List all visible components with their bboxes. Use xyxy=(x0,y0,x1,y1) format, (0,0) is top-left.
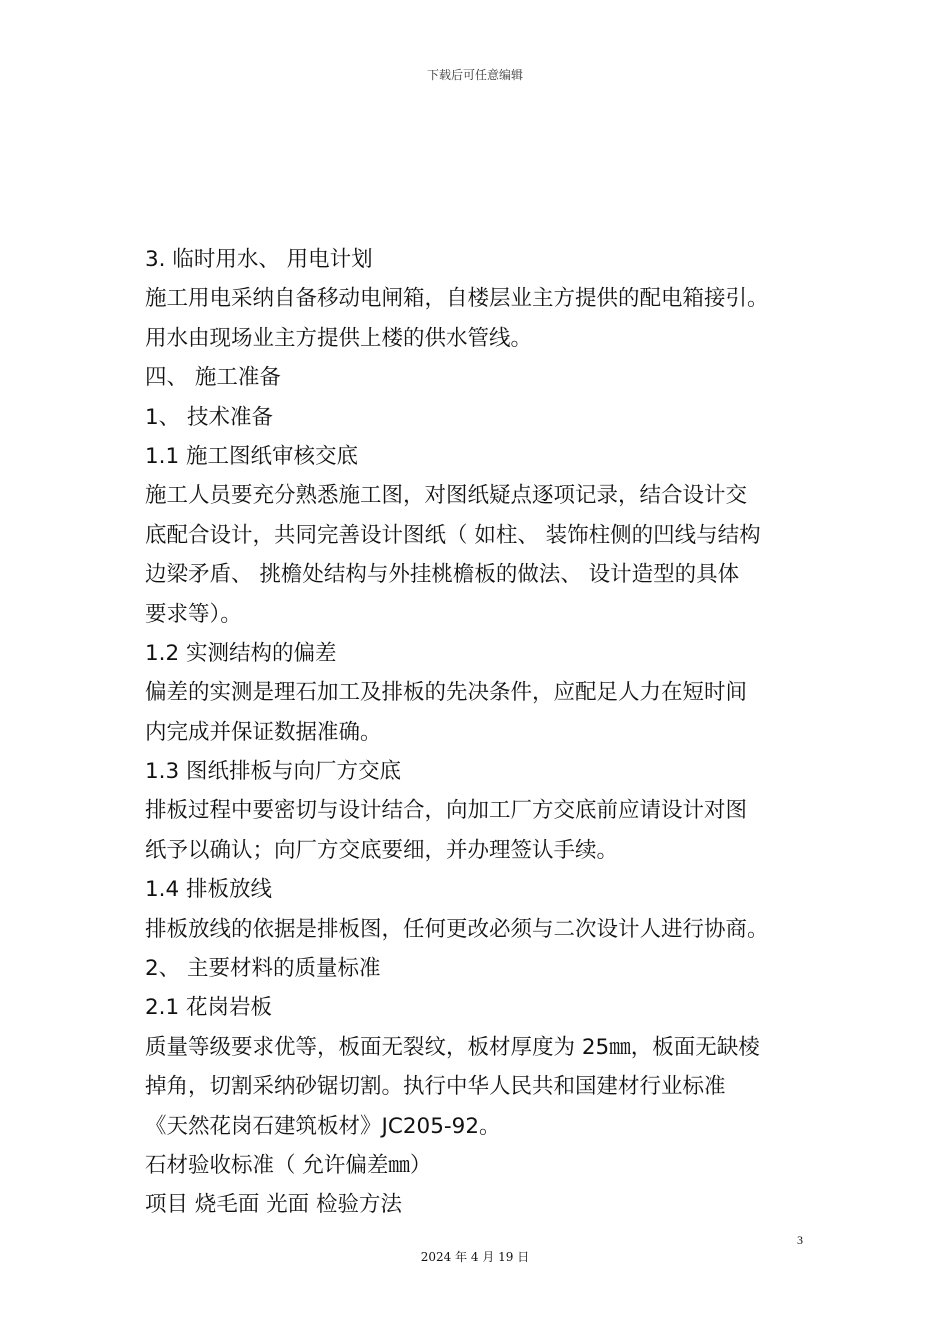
subsection-heading: 2、 主要材料的质量标准 xyxy=(145,956,381,982)
text-line: 石材验收标准（ 允许偏差㎜） xyxy=(145,1152,432,1178)
text-line: 施工人员要充分熟悉施工图，对图纸疑点逐项记录，结合设计交 xyxy=(145,483,748,509)
subsection-heading: 1、 技术准备 xyxy=(145,404,274,430)
table-header-line: 项目 烧毛面 光面 检验方法 xyxy=(145,1192,403,1218)
subsection-heading: 2.1 花岗岩板 xyxy=(145,995,273,1021)
text-line: 掉角，切割采纳砂锯切割。执行中华人民共和国建材行业标准 xyxy=(145,1074,726,1100)
text-line: 排板放线的依据是排板图，任何更改必须与二次设计人进行协商。 xyxy=(145,916,769,942)
text-line: 施工用电采纳自备移动电闸箱，自楼层业主方提供的配电箱接引。 xyxy=(145,286,769,312)
subsection-heading: 1.4 排板放线 xyxy=(145,877,273,903)
text-line: 偏差的实测是理石加工及排板的先决条件，应配足人力在短时间 xyxy=(145,680,748,706)
text-line: 质量等级要求优等，板面无裂纹，板材厚度为 25㎜，板面无缺棱 xyxy=(145,1034,760,1060)
subsection-heading: 1.1 施工图纸审核交底 xyxy=(145,443,359,469)
text-line: 要求等）。 xyxy=(145,601,242,627)
subsection-heading: 1.3 图纸排板与向厂方交底 xyxy=(145,759,402,785)
section-heading: 四、 施工准备 xyxy=(145,365,281,391)
page-number: 3 xyxy=(797,1233,803,1247)
document-body xyxy=(145,240,815,1225)
text-line: 用水由现场业主方提供上楼的供水管线。 xyxy=(145,325,533,351)
footer-date: 2024 年 4 月 19 日 xyxy=(420,1250,530,1264)
text-line: 底配合设计，共同完善设计图纸（ 如柱、 装饰柱侧的凹线与结构 xyxy=(145,522,761,548)
text-line: 3. 临时用水、 用电计划 xyxy=(145,247,373,272)
subsection-heading: 1.2 实测结构的偏差 xyxy=(145,640,337,666)
page-header-note: 下载后可任意编辑 xyxy=(426,68,523,82)
text-line: 内完成并保证数据准确。 xyxy=(145,719,382,745)
text-line: 《天然花岗石建筑板材》JC205-92。 xyxy=(145,1113,501,1139)
text-line: 排板过程中要密切与设计结合，向加工厂方交底前应请设计对图 xyxy=(145,798,748,824)
text-line: 边梁矛盾、 挑檐处结构与外挂桃檐板的做法、 设计造型的具体 xyxy=(145,562,740,588)
text-line: 纸予以确认；向厂方交底要细，并办理签认手续。 xyxy=(145,837,619,863)
